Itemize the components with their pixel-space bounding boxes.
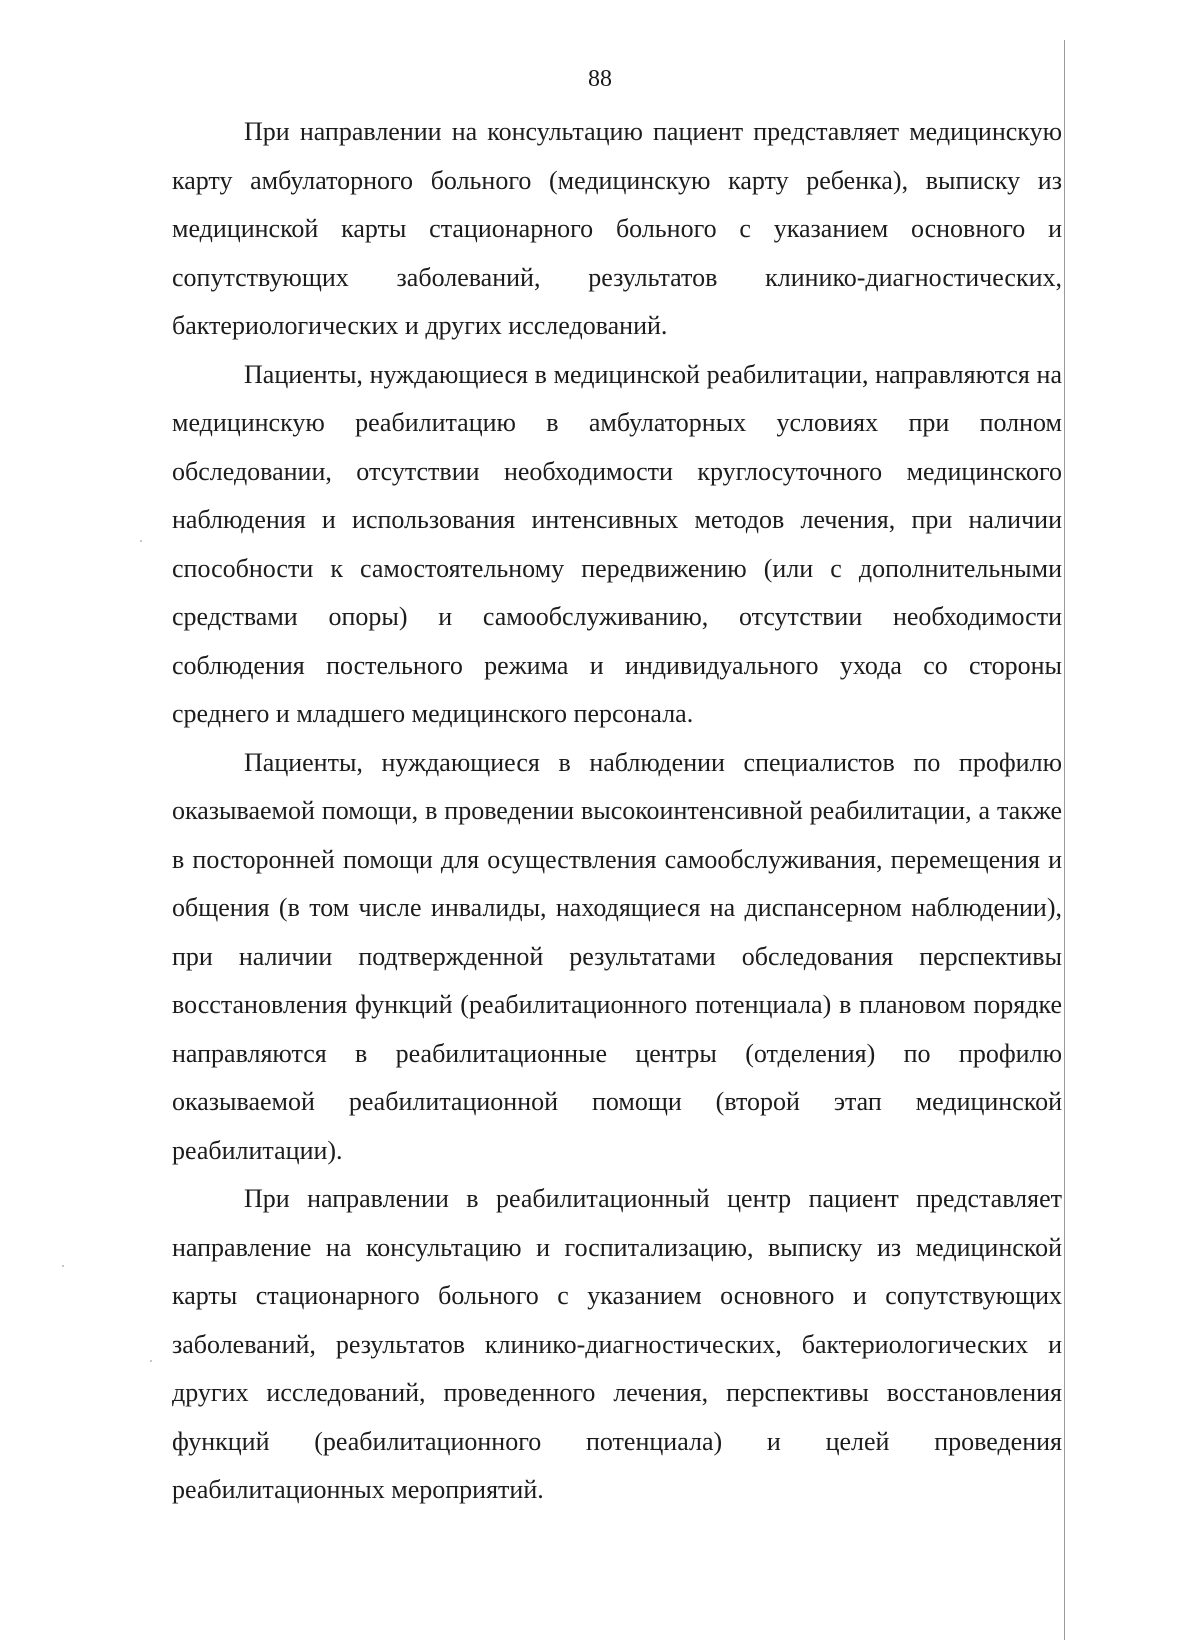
scan-margin-line — [1064, 40, 1065, 1640]
paragraph-1: При направлении на консультацию пациент представляет медицинскую карту амбулаторного больного (медицинскую карту ребенка), выписку из медицинской карты стационарного больного с указанием основного и сопутствующих заболеваний, результатов клинико-диагностических, бактериологических и других исследований. — [172, 117, 1062, 340]
paragraph-3: Пациенты, нуждающиеся в наблюдении специалистов по профилю оказываемой помощи, в проведении высокоинтенсивной реабилитации, а также в посторонней помощи для осуществления самообслуживания, перемещения и общения (в том числе инвалиды, находящиеся на диспансерном наблюдении), при наличии подтвержденной результатами обследования перспективы восстановления функций (реабилитационного потенциала) в плановом порядке направляются в реабилитационные центры (отделения) по профилю оказываемой реабилитационной помощи (второй этап медицинской реабилитации). — [172, 747, 1062, 1165]
paragraph-2: Пациенты, нуждающиеся в медицинской реабилитации, направляются на медицинскую реабилитацию в амбулаторных условиях при полном обследовании, отсутствии необходимости круглосуточного медицинского наблюдения и использования интенсивных методов лечения, при наличии способности к самостоятельному передвижению (или с дополнительными средствами опоры) и самообслуживанию, отсутствии необходимости соблюдения постельного режима и индивидуального ухода со стороны среднего и младшего медицинского персонала. — [172, 359, 1062, 728]
page-number: 88 — [588, 66, 612, 92]
paragraph-4: При направлении в реабилитационный центр пациент представляет направление на консультацию и госпитализацию, выписку из медицинской карты стационарного больного с указанием основного и сопутствующих заболеваний, результатов клинико-диагностических, бактериологических и других исследований, проведенного лечения, перспективы восстановления функций (реабилитационного потенциала) и целей проведения реабилитационных мероприятий. — [172, 1184, 1062, 1504]
scan-speck — [150, 1360, 152, 1362]
scan-speck — [62, 1265, 64, 1267]
body-text — [172, 108, 1062, 1515]
scan-speck — [140, 540, 142, 542]
